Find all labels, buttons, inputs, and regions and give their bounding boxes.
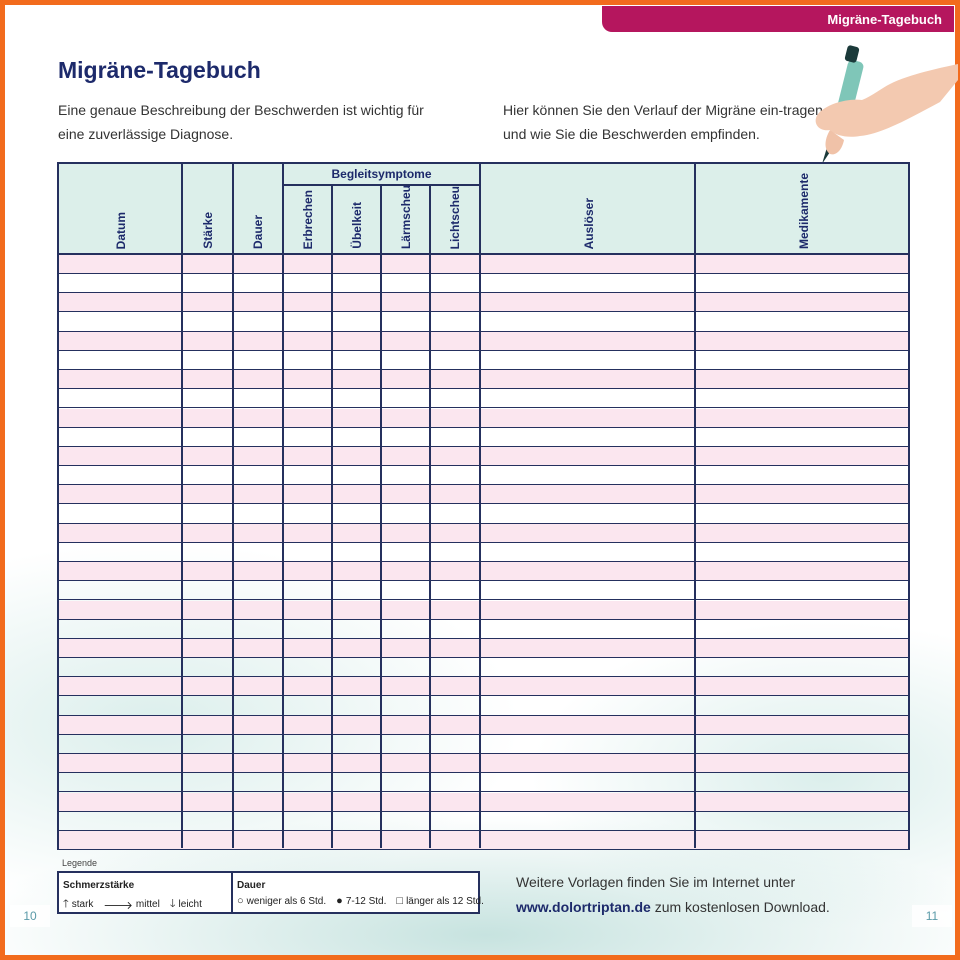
table-row (59, 831, 908, 850)
page-number-right: 11 (912, 905, 952, 927)
diary-table-header (59, 164, 908, 255)
legend-box (57, 871, 484, 914)
legend-label-leicht: leicht (178, 899, 202, 910)
legend-dauer-title: Dauer (237, 880, 266, 891)
intro-left-text: Eine genaue Beschreibung der Beschwerden ist wichtig für eine zuverlässige Diagnose. (58, 102, 424, 142)
table-row (59, 313, 908, 332)
table-row (59, 677, 908, 696)
download-hint (516, 870, 876, 920)
table-row (59, 332, 908, 351)
legend-schmerz-title: Schmerzstärke (63, 880, 135, 891)
legend-caption: Legende (62, 858, 98, 868)
table-row (59, 466, 908, 485)
col-header-ausloeser: Auslöser (582, 197, 596, 249)
table-row (59, 620, 908, 639)
page-number-left: 10 (10, 905, 50, 927)
arrow-up-icon: 🡑 (63, 898, 69, 910)
table-row (59, 773, 908, 792)
table-row (59, 793, 908, 812)
download-hint-suffix: zum kostenlosen Download. (650, 899, 830, 915)
circle-outline-icon: ○ (237, 895, 244, 907)
table-row (59, 735, 908, 754)
table-column-divider (694, 164, 696, 848)
table-row (59, 447, 908, 466)
table-row (59, 351, 908, 370)
diary-table (57, 162, 910, 850)
table-row (59, 543, 908, 562)
table-row (59, 274, 908, 293)
table-row (59, 639, 908, 658)
download-hint-text: Weitere Vorlagen finden Sie im Internet unter (516, 874, 796, 890)
square-outline-icon: □ (396, 895, 404, 907)
table-row (59, 658, 908, 677)
arrow-down-icon: 🡓 (169, 898, 176, 910)
table-row (59, 812, 908, 831)
table-row (59, 601, 908, 620)
legend-dauer-items (237, 895, 484, 907)
col-header-laermscheu: Lärmscheu (399, 184, 413, 249)
table-column-divider (232, 164, 234, 848)
table-column-divider (479, 164, 481, 848)
table-row (59, 754, 908, 773)
legend-label-weniger: weniger als 6 Std. (246, 895, 327, 907)
legend-item-mittel (103, 898, 159, 912)
table-row (59, 697, 908, 716)
legend-item-leicht (170, 895, 202, 914)
col-header-lichtscheu: Lichtscheu (448, 185, 462, 249)
legend-divider (231, 873, 233, 912)
legend-item-laenger (396, 895, 483, 907)
col-header-staerke: Stärke (201, 212, 215, 249)
legend-schmerz-items (63, 895, 202, 914)
download-url-link[interactable]: www.dolortriptan.de (516, 899, 651, 915)
table-row (59, 485, 908, 504)
table-column-divider (181, 164, 183, 848)
col-header-uebelkeit: Übelkeit (350, 202, 364, 249)
circle-filled-icon: ● (336, 895, 343, 907)
table-row (59, 505, 908, 524)
arrow-right-icon: 🡒 (103, 899, 133, 912)
hand-with-pen-illustration (790, 40, 958, 170)
legend-label-7-12: 7-12 Std. (345, 895, 387, 907)
table-column-divider (282, 164, 284, 848)
col-header-dauer: Dauer (251, 214, 265, 249)
col-header-erbrechen: Erbrechen (301, 189, 315, 249)
col-group-begleitsymptome: Begleitsymptome (283, 164, 480, 186)
page-title: Migräne-Tagebuch (58, 57, 261, 83)
legend-item-stark (63, 895, 93, 914)
table-column-divider (380, 186, 382, 848)
table-column-divider (331, 186, 333, 848)
col-header-datum: Datum (114, 211, 128, 249)
legend-label-laenger: länger als 12 Std. (406, 895, 484, 907)
legend-label-stark: stark (71, 899, 94, 910)
legend-item-7-12 (336, 895, 386, 907)
table-row (59, 428, 908, 447)
legend-label-mittel: mittel (135, 899, 160, 910)
header-band (602, 6, 954, 32)
table-row (59, 389, 908, 408)
table-row (59, 370, 908, 389)
table-row (59, 293, 908, 312)
col-header-medikamente: Medikamente (797, 172, 811, 249)
table-row (59, 409, 908, 428)
table-column-divider (429, 186, 431, 848)
header-band-label: Migräne-Tagebuch (827, 11, 942, 27)
table-row (59, 524, 908, 543)
table-row (59, 562, 908, 581)
legend-item-weniger (237, 895, 326, 907)
table-row (59, 581, 908, 600)
table-row (59, 255, 908, 274)
intro-right-text: Hier können Sie den Verlauf der Migräne ein-tragen und wie Sie die Beschwerden empfinden. (503, 102, 823, 142)
table-row (59, 716, 908, 735)
